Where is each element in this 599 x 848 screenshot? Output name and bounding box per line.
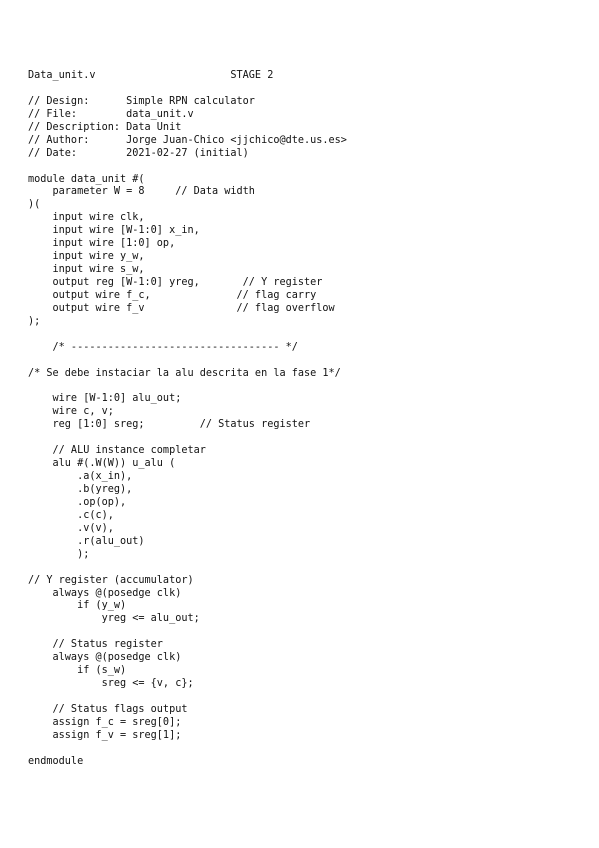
code-line: input wire s_w, — [28, 264, 145, 276]
code-line — [28, 83, 347, 96]
code-line: .v(v), — [28, 522, 114, 534]
code-line: .op(op), — [28, 496, 127, 508]
code-line: if (y_w) — [28, 600, 127, 612]
code-line: input wire y_w, — [28, 251, 145, 263]
code-line: input wire [1:0] op, — [28, 238, 176, 250]
code-line: .b(yreg), — [28, 484, 133, 495]
code-line: // File: data_unit.v — [28, 108, 194, 120]
code-line: .r(alu_out) — [28, 535, 145, 547]
code-line: ); — [28, 548, 90, 560]
code-line — [28, 355, 347, 368]
code-line: wire c, v; — [28, 406, 114, 418]
code-line: Data_unit.v STAGE 2 — [28, 70, 274, 81]
code-line — [28, 562, 347, 575]
code-line — [28, 691, 347, 704]
code-line: // Date: 2021-02-27 (initial) — [28, 147, 249, 159]
code-line: alu #(.W(W)) u_alu ( — [28, 458, 176, 470]
code-line — [28, 161, 347, 174]
code-line: endmodule — [28, 755, 84, 767]
code-line: assign f_v = sreg[1]; — [28, 729, 182, 741]
code-line — [28, 626, 347, 639]
code-line: if (s_w) — [28, 665, 127, 677]
code-line: output wire f_c, // flag carry — [28, 289, 317, 301]
code-line: input wire [W-1:0] x_in, — [28, 225, 200, 237]
code-line: )( — [28, 199, 41, 211]
code-line: // Status flags output — [28, 703, 188, 715]
code-line: // Design: Simple RPN calculator — [28, 95, 255, 107]
verilog-code-listing — [28, 70, 347, 769]
code-line: /* ---------------------------------- */ — [28, 341, 298, 353]
code-line: module data_unit #( — [28, 173, 145, 185]
code-line: output reg [W-1:0] yreg, // Y register — [28, 277, 323, 288]
code-line: // Description: Data Unit — [28, 121, 182, 133]
code-line: input wire clk, — [28, 212, 145, 224]
code-line — [28, 743, 347, 756]
code-line: .c(c), — [28, 509, 114, 521]
code-line — [28, 381, 347, 394]
code-line: always @(posedge clk) — [28, 587, 182, 599]
code-line: wire [W-1:0] alu_out; — [28, 393, 182, 405]
code-line: /* Se debe instaciar la alu descrita en la fase 1*/ — [28, 367, 341, 379]
code-line: // Status register — [28, 639, 163, 651]
code-line: ); — [28, 315, 41, 327]
code-line: parameter W = 8 // Data width — [28, 186, 255, 198]
code-line: always @(posedge clk) — [28, 652, 182, 664]
code-line: reg [1:0] sreg; // Status register — [28, 419, 311, 431]
code-line: // Y register (accumulator) — [28, 574, 194, 586]
code-line — [28, 432, 347, 445]
code-line: sreg <= {v, c}; — [28, 678, 194, 690]
code-line: yreg <= alu_out; — [28, 613, 200, 625]
code-line: output wire f_v // flag overflow — [28, 302, 335, 314]
code-line: // ALU instance completar — [28, 445, 206, 457]
code-line: assign f_c = sreg[0]; — [28, 716, 182, 728]
code-line: // Author: Jorge Juan-Chico <jjchico@dte.us.es> — [28, 134, 347, 146]
code-line — [28, 329, 347, 342]
code-line: .a(x_in), — [28, 471, 133, 483]
